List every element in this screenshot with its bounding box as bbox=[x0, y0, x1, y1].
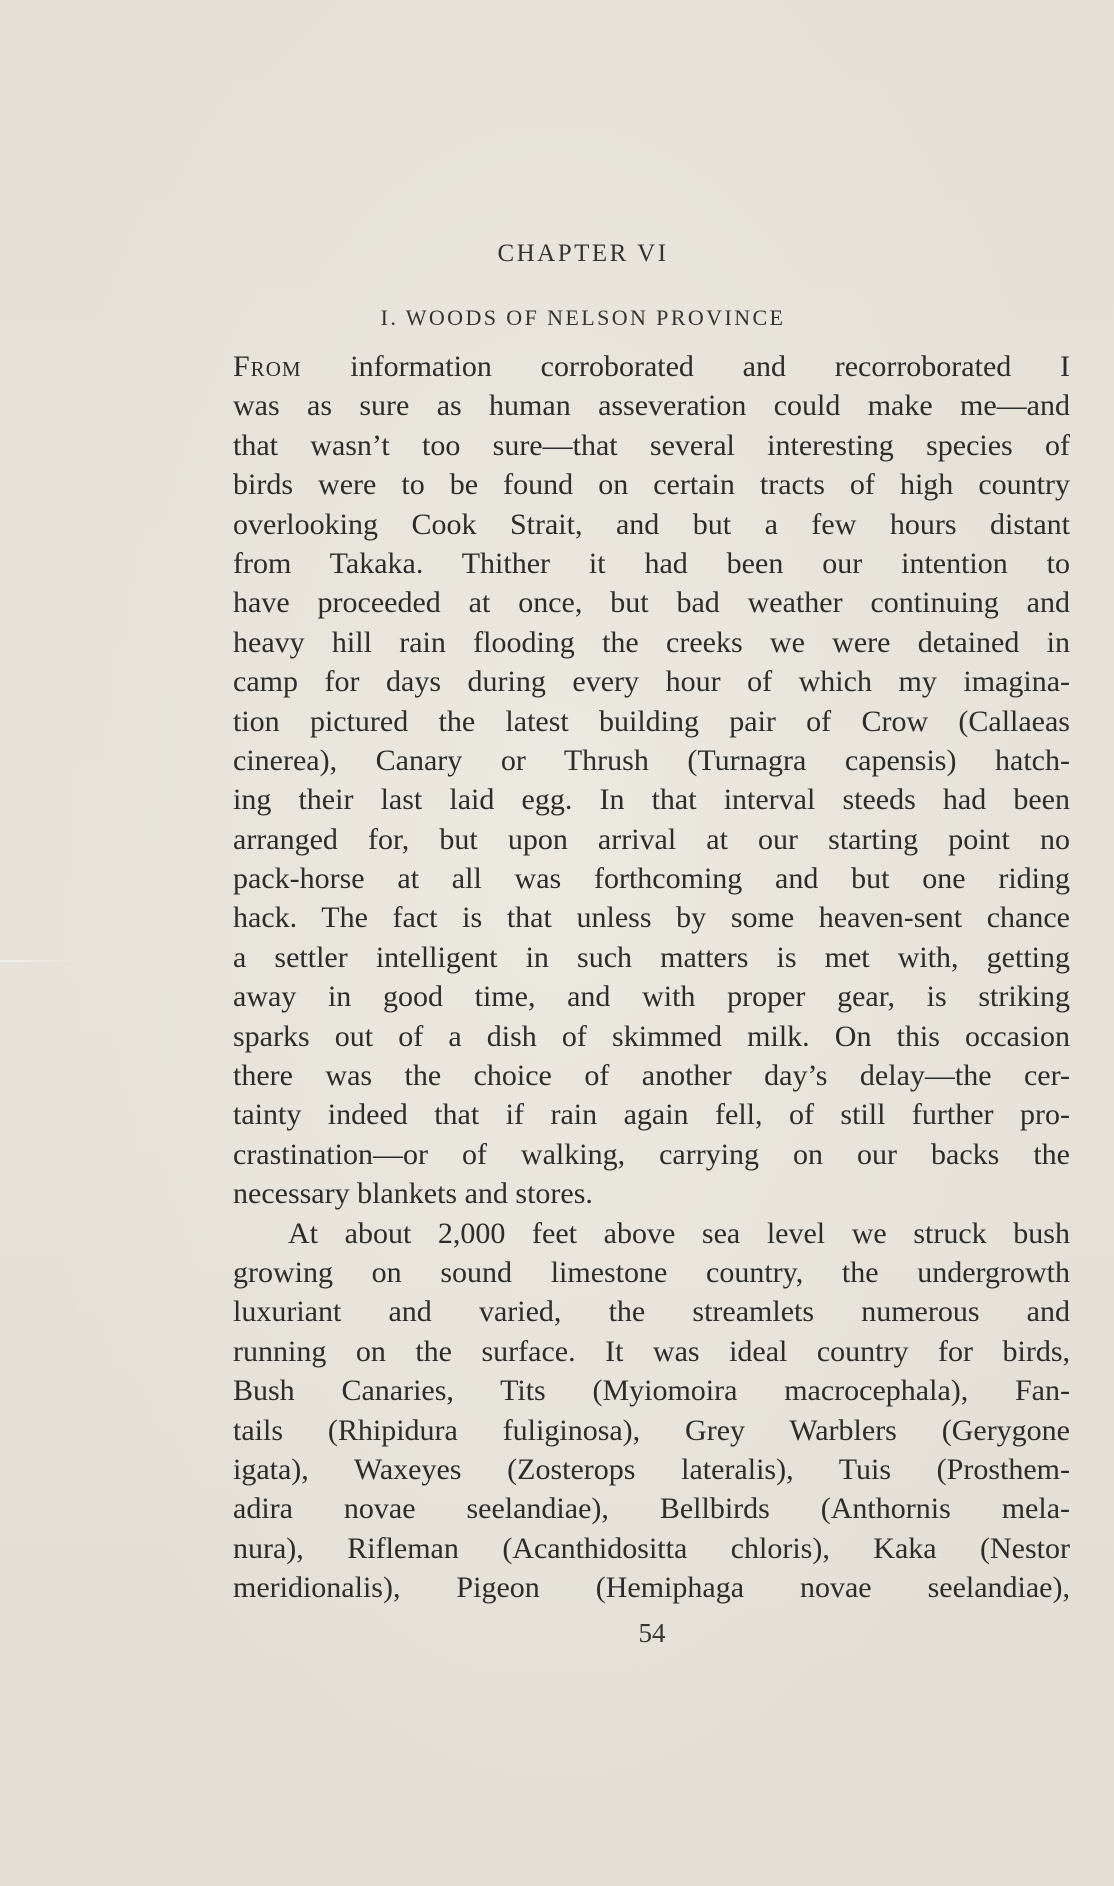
text-line: nura), Rifleman (Acanthidositta chloris), Kaka (Nestor bbox=[233, 1531, 1070, 1565]
paper-crease bbox=[0, 960, 80, 962]
text-line: growing on sound limestone country, the undergrowth bbox=[233, 1255, 1070, 1289]
text-line: luxuriant and varied, the streamlets numerous and bbox=[233, 1295, 1070, 1329]
text-line: was as sure as human asseveration could make me—and bbox=[233, 389, 1070, 423]
text-line: tails (Rhipidura fuliginosa), Grey Warblers (Gerygone bbox=[233, 1413, 1070, 1447]
page-number: 54 bbox=[638, 1618, 666, 1648]
chapter-title: CHAPTER VI bbox=[497, 240, 669, 267]
text-line: tainty indeed that if rain again fell, of still further pro- bbox=[233, 1098, 1070, 1132]
text-line: birds were to be found on certain tracts of high country bbox=[233, 468, 1070, 502]
text-line: necessary blankets and stores. bbox=[233, 1177, 593, 1211]
text-line: ing their last laid egg. In that interval steeds had been bbox=[233, 783, 1070, 817]
text-line: tion pictured the latest building pair of Crow (Callaeas bbox=[233, 704, 1070, 738]
text-line: that wasn’t too sure—that several interesting species of bbox=[233, 428, 1070, 462]
text-line: crastination—or of walking, carrying on our backs the bbox=[233, 1137, 1070, 1171]
text-line: overlooking Cook Strait, and but a few hours distant bbox=[233, 507, 1070, 541]
text-line: running on the surface. It was ideal country for birds, bbox=[233, 1334, 1070, 1368]
text-line bbox=[233, 347, 1070, 386]
text-line: from Takaka. Thither it had been our intention to bbox=[233, 546, 1070, 580]
body-text bbox=[233, 347, 1070, 1608]
text-line: Bush Canaries, Tits (Myiomoira macrocephala), Fan- bbox=[233, 1374, 1070, 1408]
line-text: information corroborated and recorroborated I bbox=[350, 350, 1070, 383]
text-line: igata), Waxeyes (Zosterops lateralis), Tuis (Prosthem- bbox=[233, 1452, 1070, 1486]
text-line: cinerea), Canary or Thrush (Turnagra capensis) hatch- bbox=[233, 743, 1070, 777]
drop-word: From bbox=[233, 350, 302, 383]
text-line: adira novae seelandiae), Bellbirds (Anthornis mela- bbox=[233, 1492, 1070, 1526]
text-line: a settler intelligent in such matters is met with, getting bbox=[233, 940, 1070, 974]
text-line: arranged for, but upon arrival at our starting point no bbox=[233, 822, 1070, 856]
text-line: have proceeded at once, but bad weather continuing and bbox=[233, 586, 1070, 620]
text-line: sparks out of a dish of skimmed milk. On this occasion bbox=[233, 1019, 1070, 1053]
text-line: hack. The fact is that unless by some heaven-sent chance bbox=[233, 901, 1070, 935]
section-title: I. WOODS OF NELSON PROVINCE bbox=[380, 305, 786, 330]
text-line: away in good time, and with proper gear, is striking bbox=[233, 980, 1070, 1014]
text-line: At about 2,000 feet above sea level we struck bush bbox=[288, 1216, 1070, 1250]
text-line: pack-horse at all was forthcoming and but one riding bbox=[233, 862, 1070, 896]
text-line: camp for days during every hour of which my imagina- bbox=[233, 665, 1070, 699]
text-line: heavy hill rain flooding the creeks we were detained in bbox=[233, 625, 1070, 659]
text-line: meridionalis), Pigeon (Hemiphaga novae seelandiae), bbox=[233, 1571, 1070, 1605]
text-line: there was the choice of another day’s delay—the cer- bbox=[233, 1059, 1070, 1093]
